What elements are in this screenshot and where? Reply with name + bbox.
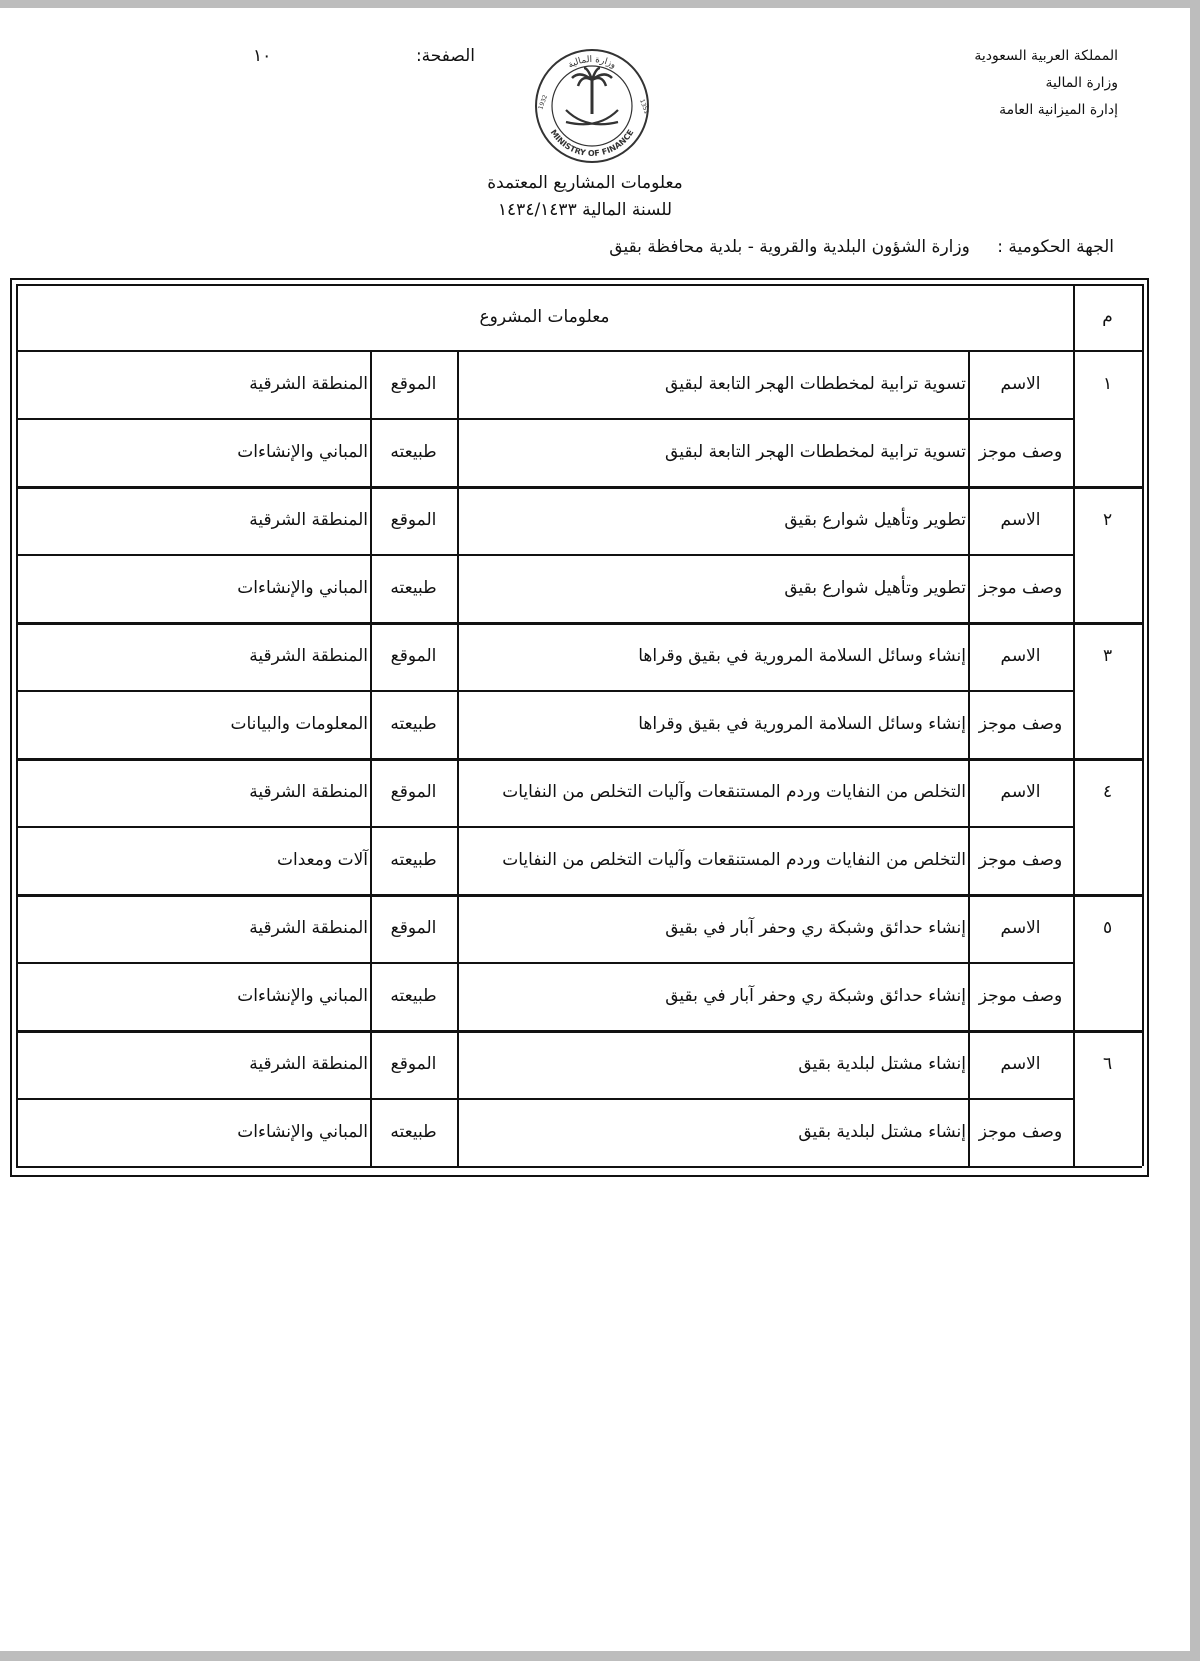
name-label: الاسم bbox=[1000, 782, 1041, 802]
project-location: المنطقة الشرقية bbox=[249, 782, 368, 802]
project-location: المنطقة الشرقية bbox=[249, 646, 368, 666]
name-label: الاسم bbox=[1000, 374, 1041, 394]
page-label: الصفحة: bbox=[415, 46, 475, 66]
name-label: الاسم bbox=[1000, 918, 1041, 938]
fiscal-year-subtitle: للسنة المالية ١٤٣٤/١٤٣٣ bbox=[497, 200, 673, 220]
desc-label: وصف موجز bbox=[978, 1122, 1063, 1142]
project-name: التخلص من النفايات وردم المستنقعات وآليات التخلص من النفايات bbox=[502, 782, 966, 802]
org-line-ministry: وزارة المالية bbox=[1045, 75, 1118, 91]
svg-text:1351: 1351 bbox=[638, 98, 650, 116]
project-description: إنشاء وسائل السلامة المرورية في بقيق وقراها bbox=[638, 714, 966, 734]
location-label: الموقع bbox=[390, 782, 437, 802]
location-label: الموقع bbox=[390, 374, 437, 394]
nature-label: طبيعته bbox=[390, 714, 437, 734]
project-number: ٢ bbox=[1102, 510, 1113, 530]
ministry-of-finance-logo bbox=[526, 46, 658, 164]
title-block bbox=[420, 170, 750, 224]
project-name: إنشاء حدائق وشبكة ري وحفر آبار في بقيق bbox=[665, 918, 966, 938]
project-description: إنشاء مشتل لبلدية بقيق bbox=[798, 1122, 966, 1142]
svg-text:1932: 1932 bbox=[537, 93, 550, 111]
desc-label: وصف موجز bbox=[978, 986, 1063, 1006]
header-project-info: معلومات المشروع bbox=[479, 307, 610, 327]
project-nature: آلات ومعدات bbox=[277, 850, 368, 870]
name-label: الاسم bbox=[1000, 1054, 1041, 1074]
nature-label: طبيعته bbox=[390, 850, 437, 870]
project-name: تطوير وتأهيل شوارع بقيق bbox=[784, 510, 966, 530]
project-nature: المعلومات والبيانات bbox=[230, 714, 368, 734]
organization-block bbox=[974, 43, 1118, 124]
org-line-department: إدارة الميزانية العامة bbox=[999, 102, 1118, 118]
project-nature: المباني والإنشاءات bbox=[237, 578, 368, 598]
nature-label: طبيعته bbox=[390, 578, 437, 598]
location-label: الموقع bbox=[390, 1054, 437, 1074]
header-num: م bbox=[1102, 307, 1113, 327]
nature-label: طبيعته bbox=[390, 986, 437, 1006]
desc-label: وصف موجز bbox=[978, 578, 1063, 598]
project-nature: المباني والإنشاءات bbox=[237, 986, 368, 1006]
project-name: إنشاء مشتل لبلدية بقيق bbox=[798, 1054, 966, 1074]
nature-label: طبيعته bbox=[390, 442, 437, 462]
page-number: ١٠ bbox=[253, 46, 272, 66]
svg-text:MINISTRY OF FINANCE: MINISTRY OF FINANCE bbox=[548, 127, 636, 159]
project-number: ٣ bbox=[1102, 646, 1113, 666]
name-label: الاسم bbox=[1000, 510, 1041, 530]
project-location: المنطقة الشرقية bbox=[249, 510, 368, 530]
government-entity-line bbox=[609, 237, 1114, 257]
project-number: ٦ bbox=[1102, 1054, 1113, 1074]
project-name: إنشاء وسائل السلامة المرورية في بقيق وقراها bbox=[638, 646, 966, 666]
project-number: ١ bbox=[1102, 374, 1113, 394]
location-label: الموقع bbox=[390, 918, 437, 938]
location-label: الموقع bbox=[390, 646, 437, 666]
desc-label: وصف موجز bbox=[978, 442, 1063, 462]
project-description: تسوية ترابية لمخططات الهجر التابعة لبقيق bbox=[665, 442, 966, 462]
svg-text:وزارة المالية: وزارة المالية bbox=[566, 54, 618, 71]
project-location: المنطقة الشرقية bbox=[249, 374, 368, 394]
document-page bbox=[0, 8, 1190, 1651]
project-location: المنطقة الشرقية bbox=[249, 1054, 368, 1074]
name-label: الاسم bbox=[1000, 646, 1041, 666]
desc-label: وصف موجز bbox=[978, 850, 1063, 870]
location-label: الموقع bbox=[390, 510, 437, 530]
project-description: التخلص من النفايات وردم المستنقعات وآليات التخلص من النفايات bbox=[502, 850, 966, 870]
desc-label: وصف موجز bbox=[978, 714, 1063, 734]
palm-tree-icon bbox=[572, 68, 612, 114]
org-line-kingdom: المملكة العربية السعودية bbox=[974, 48, 1118, 64]
nature-label: طبيعته bbox=[390, 1122, 437, 1142]
project-name: تسوية ترابية لمخططات الهجر التابعة لبقيق bbox=[665, 374, 966, 394]
project-location: المنطقة الشرقية bbox=[249, 918, 368, 938]
project-number: ٥ bbox=[1102, 918, 1113, 938]
project-description: إنشاء حدائق وشبكة ري وحفر آبار في بقيق bbox=[665, 986, 966, 1006]
project-nature: المباني والإنشاءات bbox=[237, 442, 368, 462]
project-number: ٤ bbox=[1102, 782, 1113, 802]
project-description: تطوير وتأهيل شوارع بقيق bbox=[784, 578, 966, 598]
entity-value: وزارة الشؤون البلدية والقروية - بلدية محافظة بقيق bbox=[609, 237, 970, 257]
project-nature: المباني والإنشاءات bbox=[237, 1122, 368, 1142]
entity-label: الجهة الحكومية : bbox=[997, 237, 1114, 257]
document-title: معلومات المشاريع المعتمدة bbox=[487, 173, 683, 193]
